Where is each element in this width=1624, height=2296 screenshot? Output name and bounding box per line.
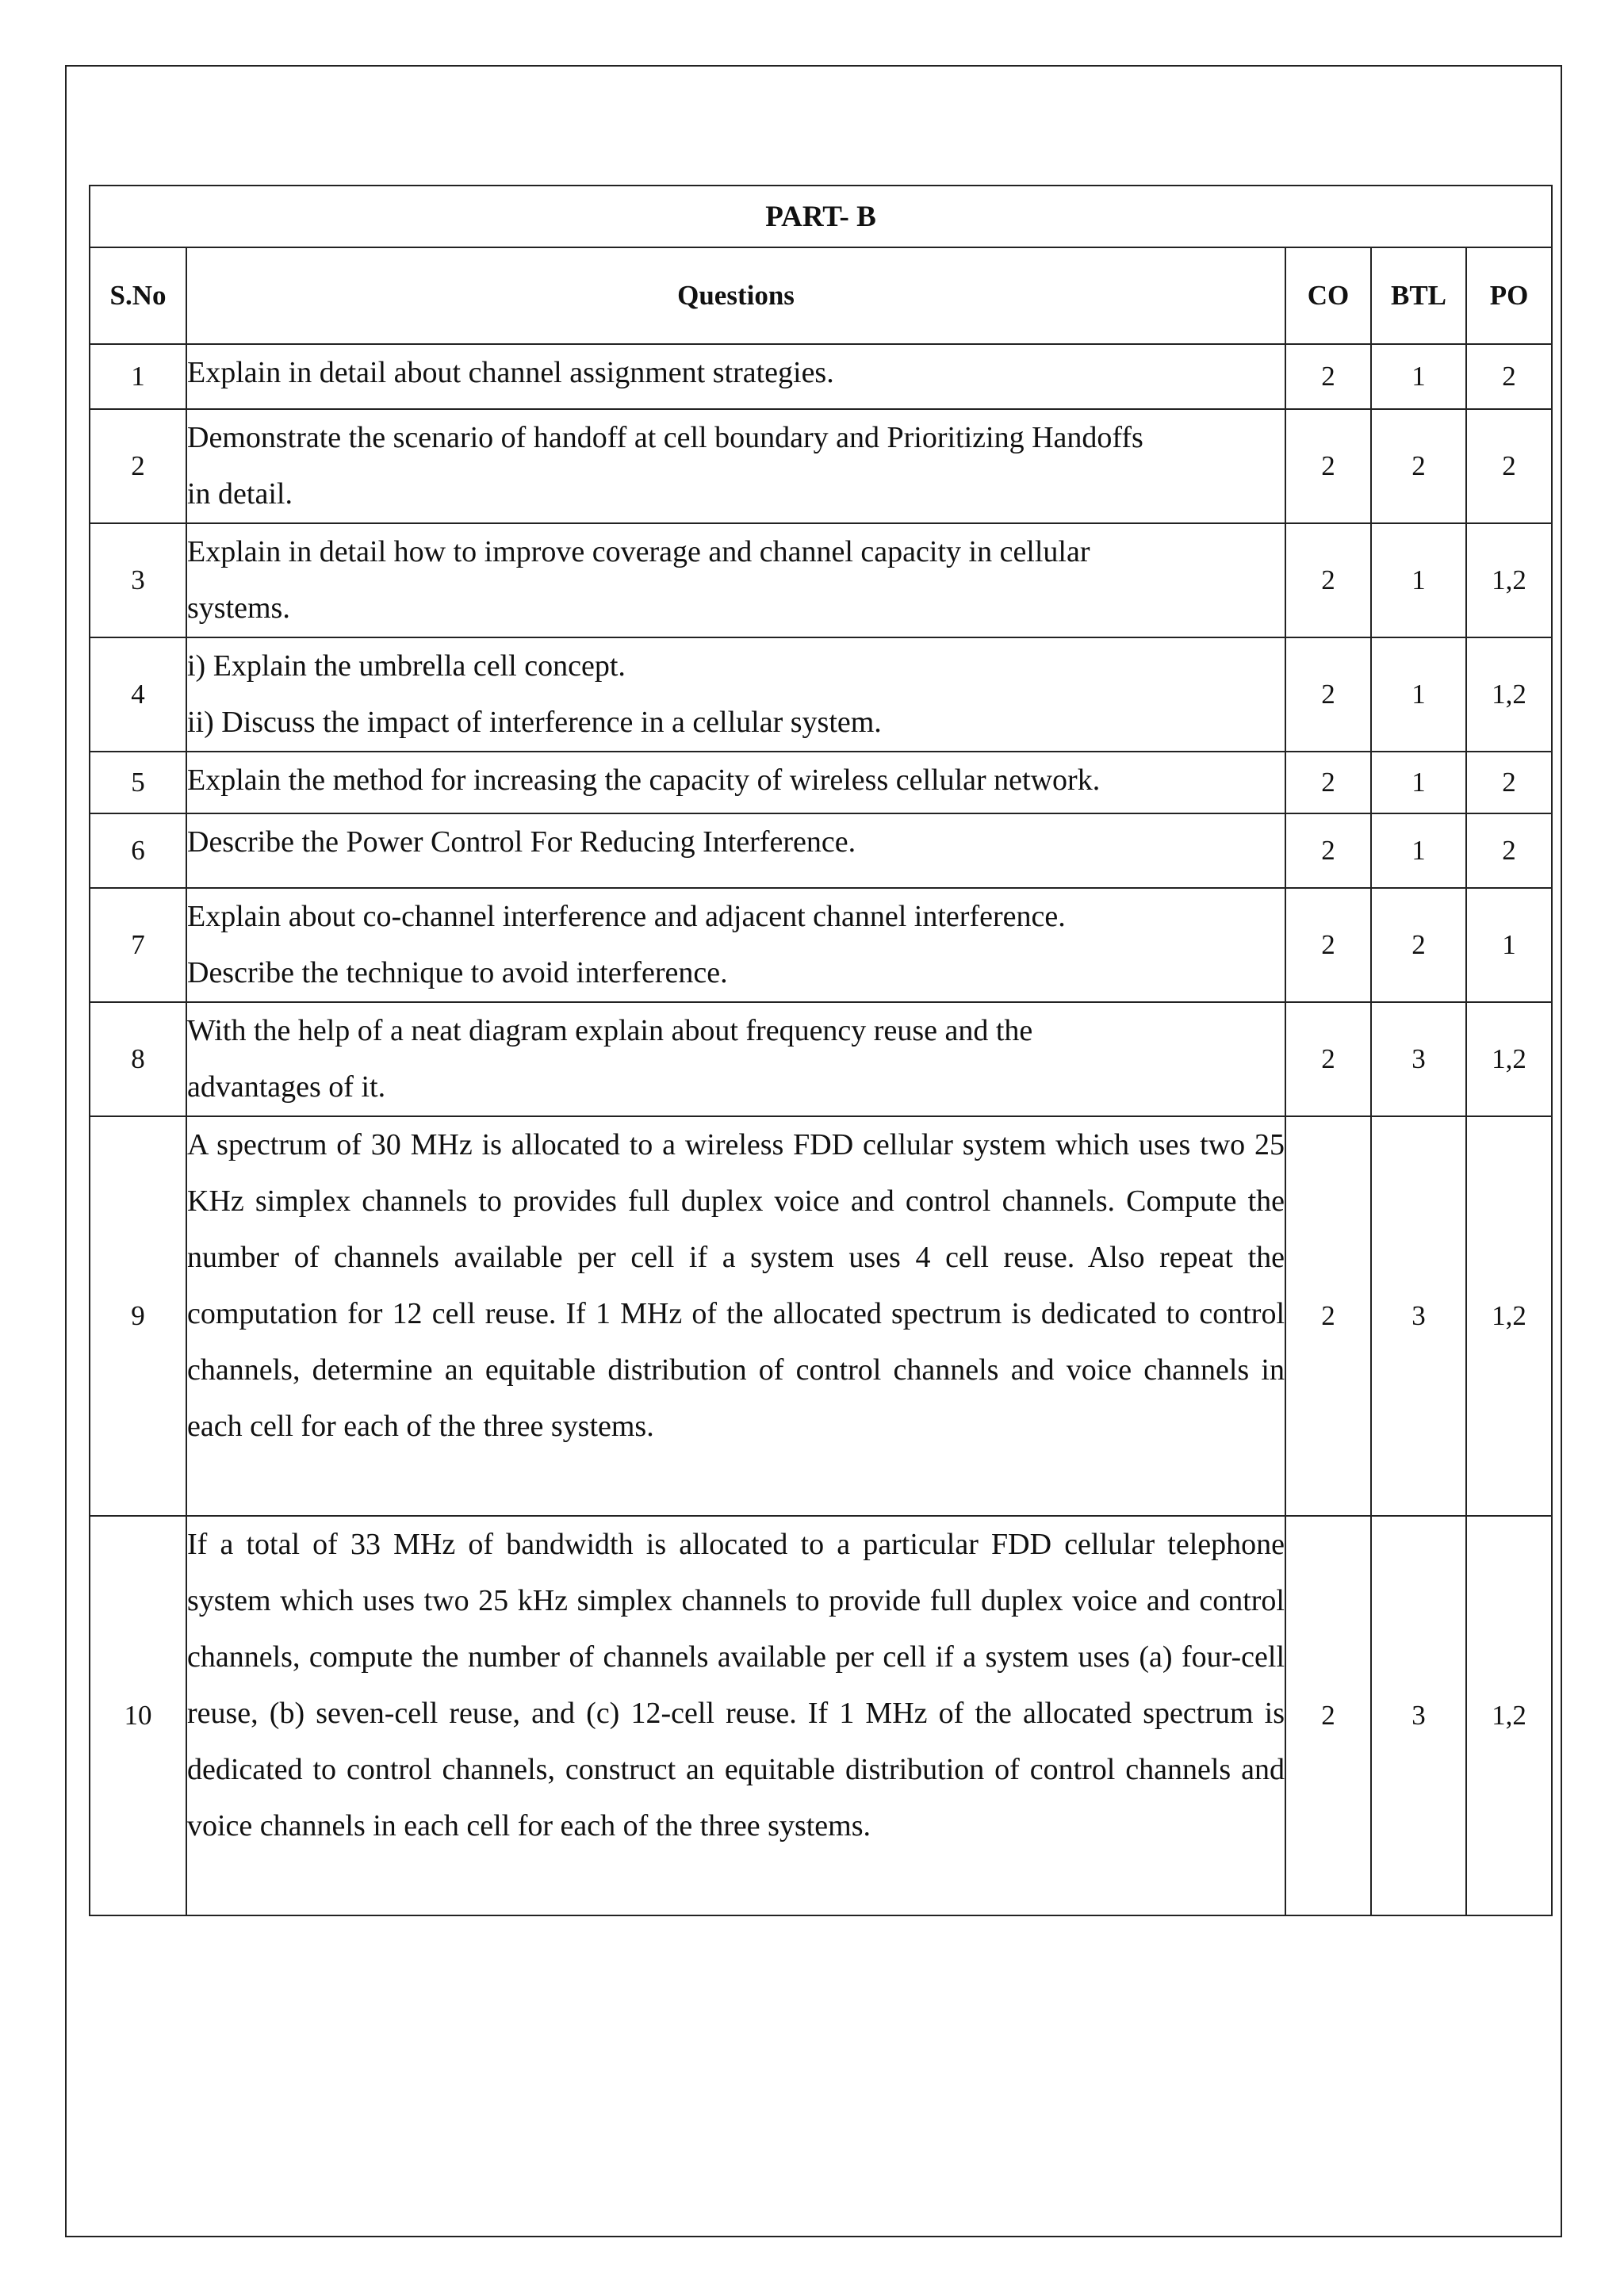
btl-value: 2: [1371, 888, 1466, 1002]
question-line: ii) Discuss the impact of interference in a cellular system.: [187, 706, 882, 739]
question-text: A spectrum of 30 MHz is allocated to a wireless FDD cellular system which uses two 25 KHz simplex channels to provides full duplex voice and control channels. Compute the number of channels available per cell if a system uses 4 cell reuse. Also repeat the computation for 12 cell reuse. If 1 MHz of the allocated spectrum is dedicated to control channels, determine an equitable distribution of control channels and voice channels in each cell for each of the three systems.: [186, 1116, 1285, 1516]
header-btl: BTL: [1371, 247, 1466, 344]
po-value: 2: [1466, 344, 1552, 409]
question-line: Demonstrate the scenario of handoff at cell boundary and Prioritizing Handoffs: [187, 421, 1143, 454]
question-line: advantages of it.: [187, 1070, 386, 1104]
po-value: 1,2: [1466, 1002, 1552, 1116]
question-line: systems.: [187, 591, 290, 625]
question-text: [186, 344, 1285, 409]
co-value: 2: [1285, 523, 1371, 637]
table-row: [90, 523, 1552, 637]
question-text: If a total of 33 MHz of bandwidth is allocated to a particular FDD cellular telephone system which uses two 25 kHz simplex channels to provide full duplex voice and control channels, compute the number of channels available per cell if a system uses (a) four-cell reuse, (b) seven-cell reuse, and (c) 12-cell reuse. If 1 MHz of the allocated spectrum is dedicated to control channels, construct an equitable distribution of control channels and voice channels in each cell for each of the three systems.: [186, 1516, 1285, 1915]
table-row: [90, 813, 1552, 888]
question-line: Explain in detail about channel assignment strategies.: [187, 356, 834, 389]
header-co: CO: [1285, 247, 1371, 344]
co-value: 2: [1285, 888, 1371, 1002]
po-value: 2: [1466, 752, 1552, 813]
po-value: 1,2: [1466, 1116, 1552, 1516]
btl-value: 3: [1371, 1516, 1466, 1915]
question-line: i) Explain the umbrella cell concept.: [187, 649, 626, 683]
header-row: [90, 247, 1552, 344]
po-value: 2: [1466, 409, 1552, 523]
btl-value: 2: [1371, 409, 1466, 523]
po-value: 1,2: [1466, 523, 1552, 637]
header-po: PO: [1466, 247, 1552, 344]
row-sno: 7: [90, 888, 186, 1002]
row-sno: 3: [90, 523, 186, 637]
header-questions: Questions: [186, 247, 1285, 344]
row-sno: 10: [90, 1516, 186, 1915]
btl-value: 1: [1371, 752, 1466, 813]
btl-value: 3: [1371, 1002, 1466, 1116]
question-text: [186, 1002, 1285, 1116]
table-row: [90, 888, 1552, 1002]
btl-value: 1: [1371, 344, 1466, 409]
row-sno: 5: [90, 752, 186, 813]
question-text: [186, 409, 1285, 523]
table-row: [90, 1002, 1552, 1116]
po-value: 1,2: [1466, 1516, 1552, 1915]
table-row: [90, 1116, 1552, 1516]
row-sno: 2: [90, 409, 186, 523]
question-text: [186, 637, 1285, 752]
row-sno: 6: [90, 813, 186, 888]
question-line: Explain about co-channel interference and adjacent channel interference.: [187, 900, 1066, 933]
co-value: 2: [1285, 637, 1371, 752]
question-line: Explain in detail how to improve coverage and channel capacity in cellular: [187, 535, 1090, 568]
question-text: [186, 523, 1285, 637]
question-line: Explain the method for increasing the capacity of wireless cellular network.: [187, 763, 1101, 797]
question-line: Describe the Power Control For Reducing Interference.: [187, 825, 856, 859]
table-row: [90, 344, 1552, 409]
co-value: 2: [1285, 344, 1371, 409]
po-value: 1: [1466, 888, 1552, 1002]
header-sno: S.No: [90, 247, 186, 344]
table-row: [90, 637, 1552, 752]
btl-value: 1: [1371, 813, 1466, 888]
co-value: 2: [1285, 1116, 1371, 1516]
question-text: [186, 752, 1285, 813]
co-value: 2: [1285, 1002, 1371, 1116]
row-sno: 4: [90, 637, 186, 752]
question-text: [186, 813, 1285, 888]
po-value: 1,2: [1466, 637, 1552, 752]
question-line: With the help of a neat diagram explain about frequency reuse and the: [187, 1014, 1033, 1047]
btl-value: 1: [1371, 523, 1466, 637]
btl-value: 3: [1371, 1116, 1466, 1516]
co-value: 2: [1285, 409, 1371, 523]
table-row: [90, 752, 1552, 813]
question-line: Describe the technique to avoid interference.: [187, 956, 728, 989]
co-value: 2: [1285, 813, 1371, 888]
part-title: PART- B: [90, 186, 1552, 247]
btl-value: 1: [1371, 637, 1466, 752]
po-value: 2: [1466, 813, 1552, 888]
question-line: in detail.: [187, 477, 293, 511]
row-sno: 8: [90, 1002, 186, 1116]
table-row: [90, 409, 1552, 523]
table-row: [90, 1516, 1552, 1915]
question-text: [186, 888, 1285, 1002]
row-sno: 1: [90, 344, 186, 409]
co-value: 2: [1285, 1516, 1371, 1915]
co-value: 2: [1285, 752, 1371, 813]
row-sno: 9: [90, 1116, 186, 1516]
part-b-question-table: [89, 185, 1553, 1916]
